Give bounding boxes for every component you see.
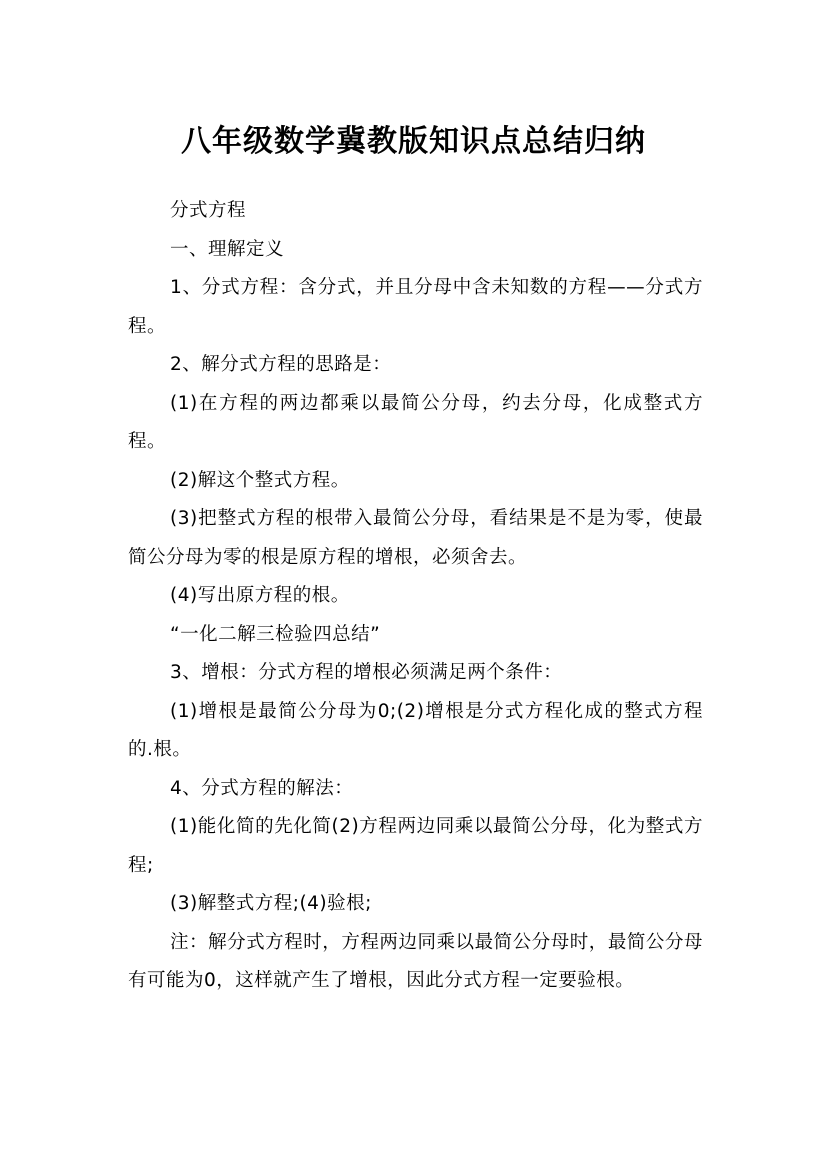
step-paragraph: (1)在方程的两边都乘以最简公分母，约去分母，化成整式方程。 [128,392,703,452]
document-body [128,192,703,1001]
step-paragraph: (4)写出原方程的根。 [170,585,350,606]
step-paragraph: (2)解这个整式方程。 [170,469,350,491]
list-heading: 2、解分式方程的思路是： [170,354,392,375]
mnemonic-paragraph: “一化二解三检验四总结” [170,623,381,645]
step-paragraph: (3)解整式方程;(4)验根; [170,893,372,914]
condition-paragraph: (1)增根是最简公分母为0;(2)增根是分式方程化成的整式方程的.根。 [128,700,703,760]
definition-paragraph: 1、分式方程：含分式，并且分母中含未知数的方程——分式方程。 [128,277,703,337]
subsection-heading: 一、理解定义 [170,238,285,260]
note-paragraph: 注：解分式方程时，方程两边同乘以最简公分母时，最简公分母有可能为0，这样就产生了增根，因此分式方程一定要验根。 [128,931,703,991]
section-heading: 分式方程 [170,200,247,221]
document-title: 八年级数学冀教版知识点总结归纳 [181,124,646,160]
step-paragraph: (1)能化简的先化简(2)方程两边同乘以最简公分母，化为整式方程; [128,816,703,876]
list-heading: 4、分式方程的解法： [170,777,354,799]
step-paragraph: (3)把整式方程的根带入最简公分母，看结果是不是为零，使最简公分母为零的根是原方程的增根，必须舍去。 [128,508,703,568]
list-heading: 3、增根：分式方程的增根必须满足两个条件： [170,662,563,683]
